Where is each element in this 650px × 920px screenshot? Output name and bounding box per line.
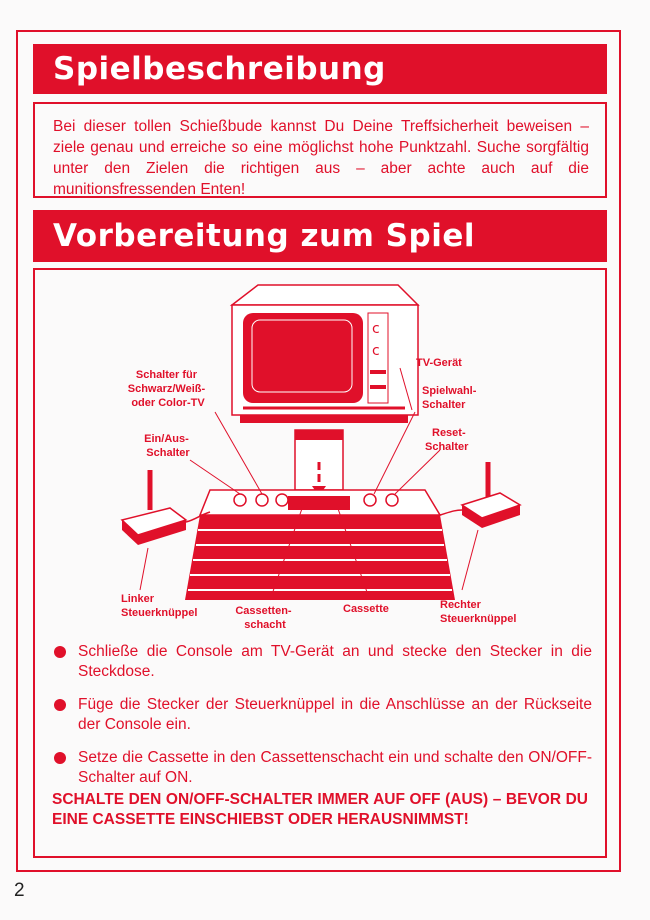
right-joystick-illustration	[440, 462, 520, 528]
tv-illustration	[232, 285, 418, 423]
label-reset-switch: Reset- Schalter	[425, 427, 469, 453]
label-left-controller: Linker Steuerknüppel	[121, 593, 198, 619]
instruction-text: Setze die Cassette in den Cassettenschacht ein und schalte den ON/OFF-Schalter auf ON.	[78, 749, 592, 786]
console-illustration	[185, 490, 455, 600]
section-title-game-description: Spielbeschreibung	[33, 44, 607, 94]
game-description-text: Bei dieser tollen Schießbude kannst Du Deine Treffsicherheit beweisen – ziele genau und erreiche so eine möglichst hohe Punktzahl. Suche sorgfältig unter den Zielen die richtigen aus – aber achte auch auf die munitionsfressenden Enten!	[33, 102, 607, 198]
svg-text:c: c	[372, 343, 380, 359]
section-title-setup: Vorbereitung zum Spiel	[33, 210, 607, 262]
label-game-select: Spielwahl- Schalter	[422, 385, 477, 411]
label-bw-switch: Schalter für Schwarz/Weiß- oder Color-TV	[127, 369, 206, 409]
label-cassette-slot: Cassetten- schacht	[235, 605, 292, 631]
bullet-icon	[54, 646, 66, 658]
svg-text:c: c	[372, 321, 380, 337]
list-item	[52, 695, 592, 735]
bullet-icon	[54, 752, 66, 764]
bullet-icon	[54, 699, 66, 711]
label-power-switch: Ein/Aus- Schalter	[144, 433, 190, 459]
label-tv: TV-Gerät	[416, 357, 462, 369]
list-item	[52, 748, 592, 788]
page-number: 2	[14, 880, 25, 901]
instruction-text: Schließe die Console am TV-Gerät an und stecke den Stecker in die Steckdose.	[78, 643, 592, 680]
label-cassette: Cassette	[343, 603, 389, 615]
label-right-controller: Rechter Steuerknüppel	[440, 599, 517, 625]
warning-text: SCHALTE DEN ON/OFF-SCHALTER IMMER AUF OFF (AUS) – BEVOR DU EINE CASSETTE EINSCHIEBST ODER HERAUSNIMMST!	[52, 791, 588, 828]
instruction-list	[52, 642, 592, 801]
list-item	[52, 642, 592, 682]
cassette-illustration	[295, 430, 343, 496]
instruction-text: Füge die Stecker der Steuerknüppel in die Anschlüsse an der Rückseite der Console ein.	[78, 696, 592, 733]
